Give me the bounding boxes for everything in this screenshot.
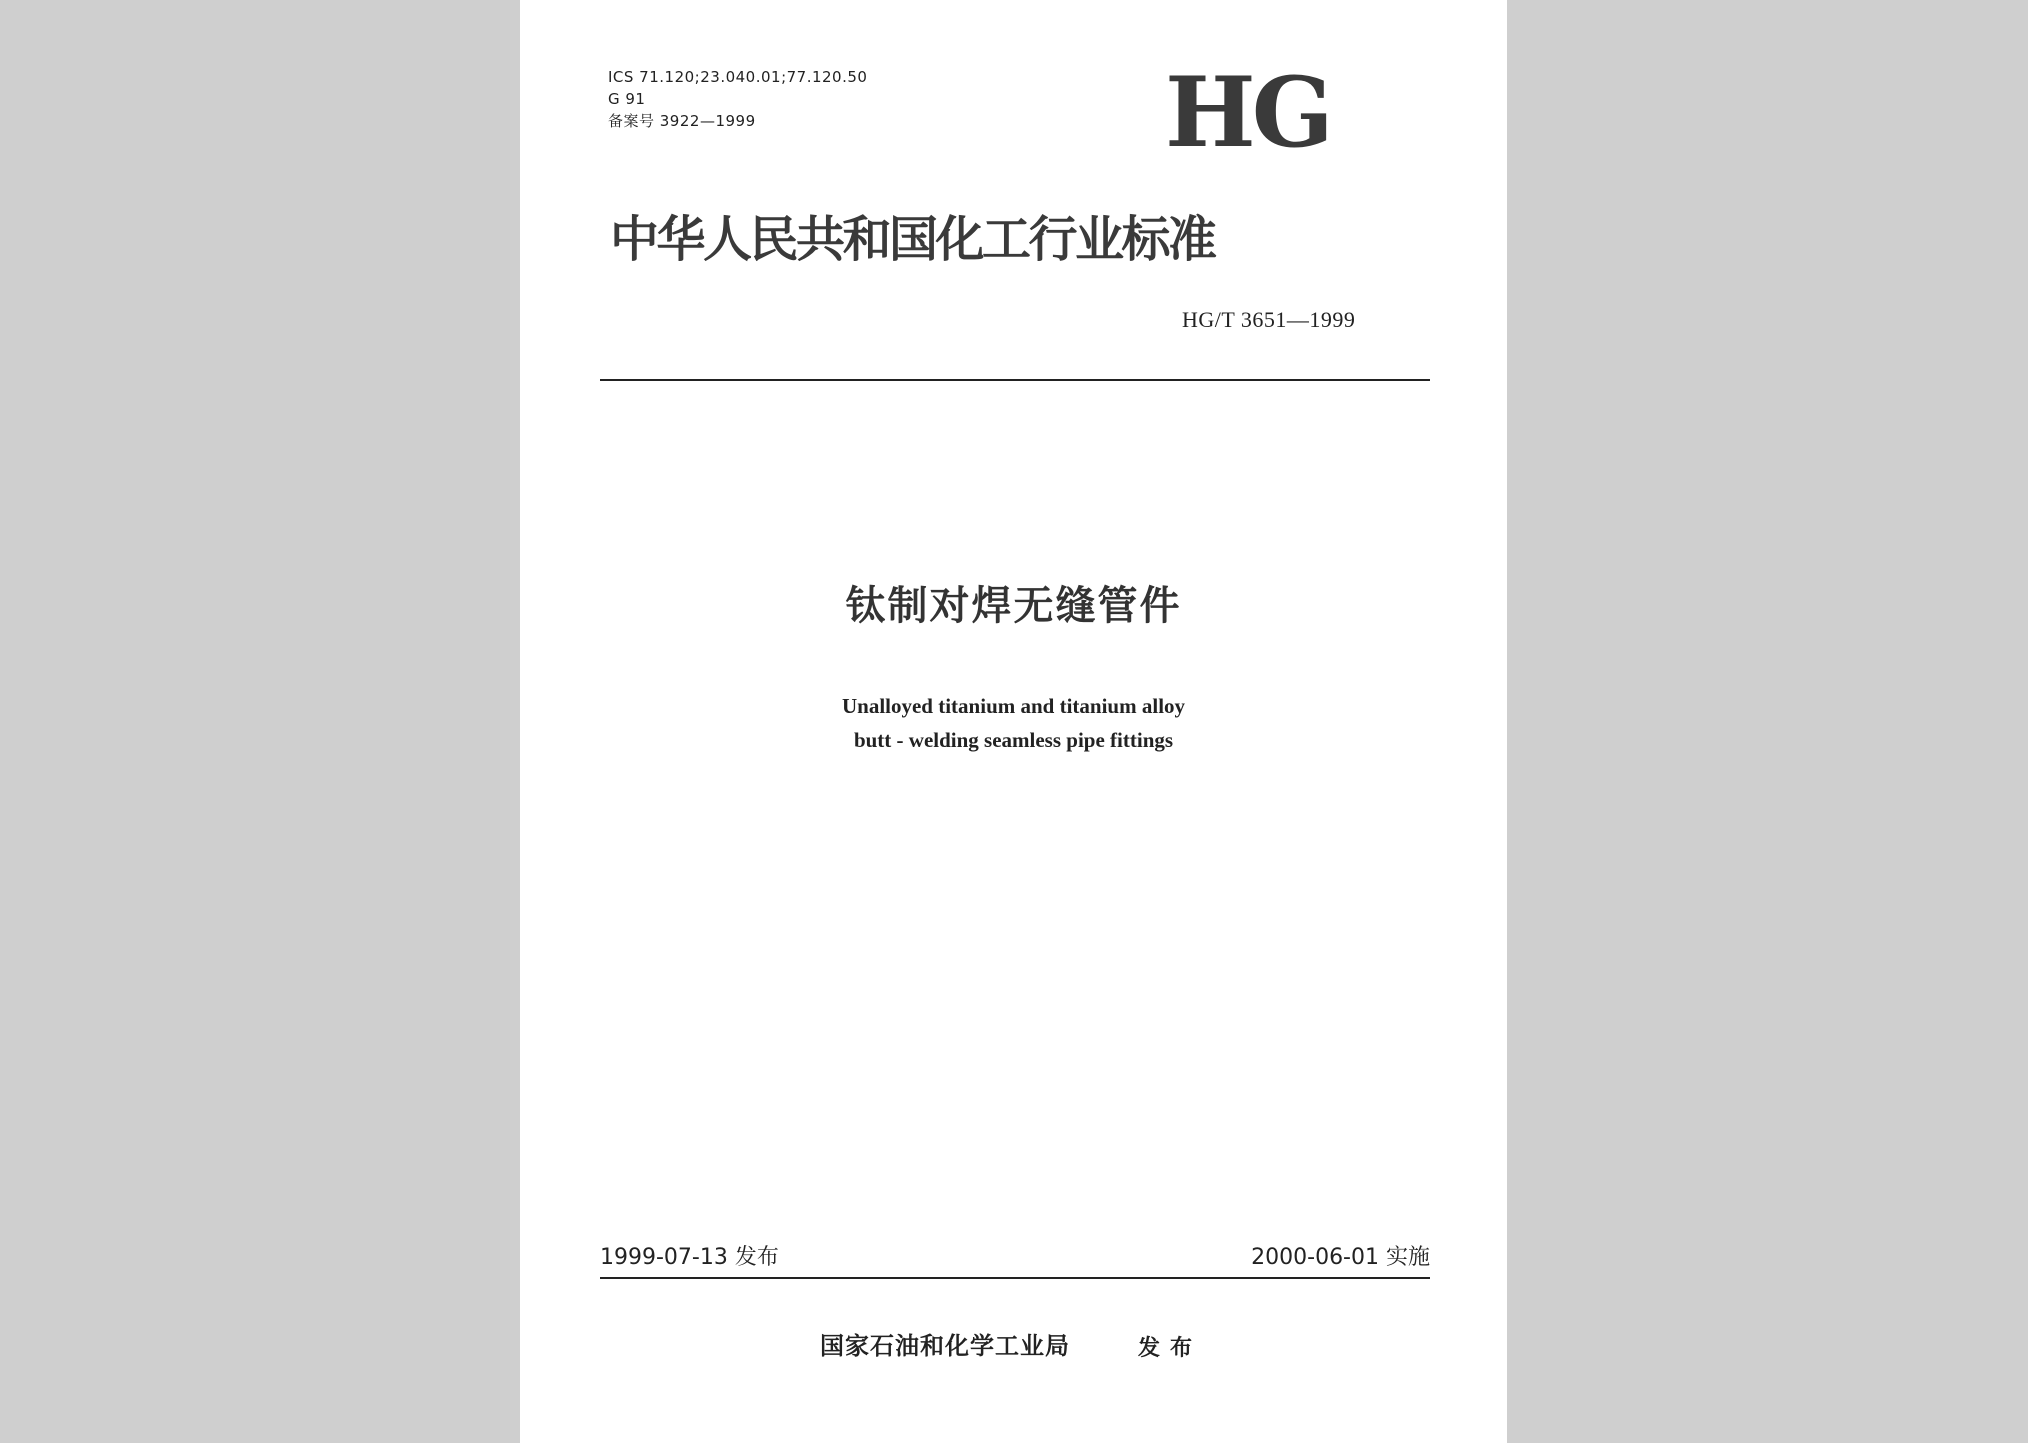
document-title-en-line1: Unalloyed titanium and titanium alloy <box>841 694 1186 718</box>
publish-label: 发布 <box>1138 1335 1203 1361</box>
filing-number: 备案号 3922—1999 <box>608 112 756 130</box>
implementation-date: 2000-06-01 实施 <box>1251 1245 1430 1270</box>
ccs-code: G 91 <box>608 90 646 108</box>
bottom-divider <box>600 1277 1430 1279</box>
document-page <box>520 0 1507 1443</box>
document-title-cn: 钛制对焊无缝管件 <box>845 583 1182 629</box>
document-title-en-line2: butt - welding seamless pipe fittings <box>853 728 1174 752</box>
ics-code: ICS 71.120;23.040.01;77.120.50 <box>608 68 868 86</box>
issue-date: 1999-07-13 发布 <box>600 1245 779 1270</box>
top-divider <box>600 379 1430 381</box>
standard-title: 中华人民共和国化工行业标准 <box>610 211 1215 268</box>
hg-logo: HG <box>1165 56 1330 169</box>
standard-number: HG/T 3651—1999 <box>1182 307 1356 332</box>
publisher: 国家石油和化学工业局 <box>820 1331 1070 1360</box>
